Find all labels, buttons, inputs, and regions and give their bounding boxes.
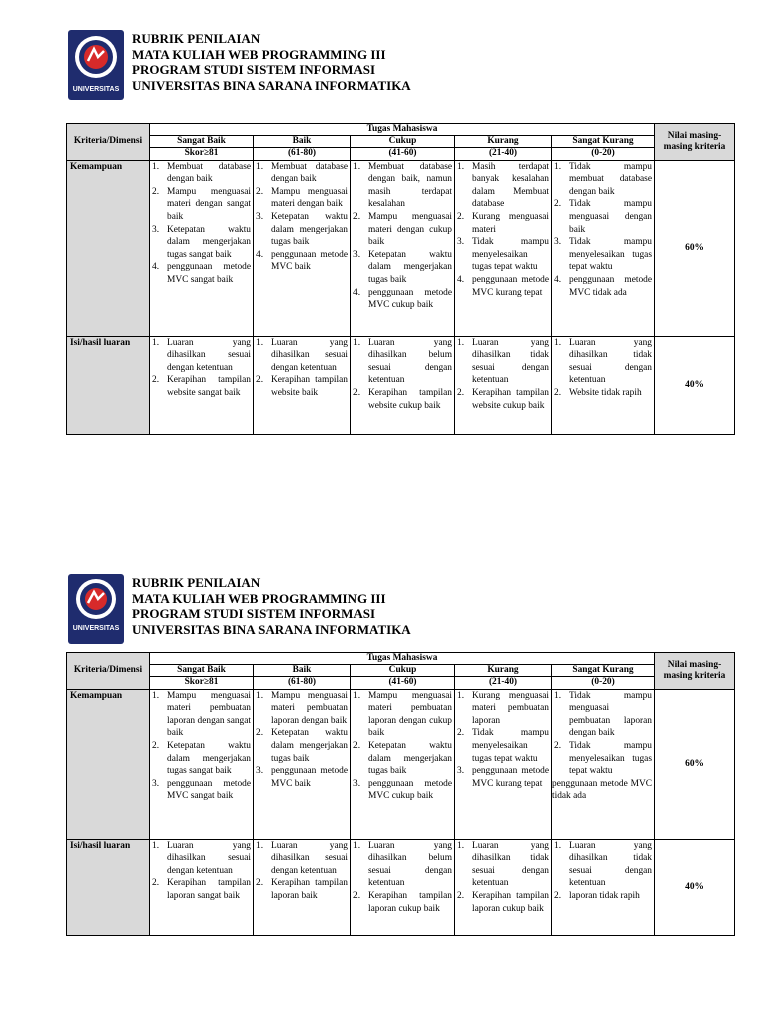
rubric-item-number: 1. — [256, 337, 264, 348]
rubric-item-text: Kerapihan tampilan website cukup baik — [472, 387, 549, 411]
rubric-item — [554, 740, 652, 778]
rubric-item — [152, 261, 251, 286]
rubric-item-text: Ketepatan waktu dalam mengerjakan tugas sangat baik — [167, 224, 251, 260]
rubric-item-text: penggunaan metode MVC cukup baik — [368, 287, 452, 311]
rubric-item-text: Mampu menguasai materi dengan sangat baik — [167, 186, 251, 222]
rubric-item-number: 3. — [457, 766, 465, 777]
rubric-item-text: Tidak mampu menyelesaikan tugas tepat waktu — [472, 237, 549, 273]
rubric-item-text: Luaran yang dihasilkan tidak sesuai dengan ketentuan — [569, 840, 652, 889]
rubric-item — [554, 161, 652, 199]
rubric-item — [353, 740, 452, 778]
rubric-item-number: 4. — [353, 287, 361, 298]
rubric-item-number: 2. — [457, 211, 465, 222]
rubric-table — [66, 652, 735, 936]
rubric-item-text: penggunaan metode MVC baik — [271, 249, 348, 273]
rubric-item-text: penggunaan metode MVC cukup baik — [368, 778, 452, 802]
rubric-item-text: Membuat database dengan baik — [167, 161, 251, 185]
rubric-item — [353, 778, 452, 803]
rubric-item — [152, 778, 251, 803]
rubric-item — [457, 765, 549, 790]
nilai-value: 40% — [655, 839, 735, 935]
heading-line: PROGRAM STUDI SISTEM INFORMASI — [132, 606, 376, 621]
rubric-item-text: Membuat database dengan baik, namun masih terdapat kesalahan — [368, 161, 452, 210]
rubric-item-number: 3. — [152, 778, 160, 789]
rubric-item-text: Luaran yang dihasilkan sesuai dengan ketentuan — [167, 840, 251, 876]
rubric-item — [353, 211, 452, 249]
rubric-section-1 — [66, 30, 734, 411]
rubric-cell — [351, 839, 455, 935]
level-name: Sangat Baik — [150, 136, 254, 148]
rubric-item-number: 3. — [256, 211, 264, 222]
criteria-header: Kriteria/Dimensi — [67, 653, 150, 690]
rubric-item — [457, 337, 549, 387]
rubric-cell — [455, 160, 552, 336]
rubric-item-text: Tidak mampu membuat database dengan baik — [569, 161, 652, 197]
rubric-cell — [351, 160, 455, 336]
rubric-cell — [254, 839, 351, 935]
rubric-item-number: 3. — [353, 249, 361, 260]
rubric-item-text: Ketepatan waktu dalam mengerjakan tugas sangat baik — [167, 740, 251, 777]
rubric-cell — [351, 689, 455, 839]
rubric-cell — [552, 839, 655, 935]
rubric-item-number: 1. — [256, 690, 264, 701]
heading-line: MATA KULIAH WEB PROGRAMMING III — [132, 46, 386, 62]
nilai-value: 60% — [655, 689, 735, 839]
rubric-item-text: penggunaan metode MVC tidak ada — [569, 274, 652, 298]
rubric-item — [353, 337, 452, 387]
rubric-item-number: 1. — [554, 690, 562, 701]
rubric-item-number: 1. — [457, 337, 465, 348]
rubric-item-text: Kerapihan tampilan laporan cukup baik — [368, 890, 452, 914]
rubric-item-number: 2. — [152, 375, 160, 386]
rubric-item-number: 2. — [554, 740, 562, 751]
rubric-item-text: penggunaan metode MVC sangat baik — [167, 778, 251, 802]
rubric-item — [256, 337, 348, 375]
nilai-header: Nilai masing-masing kriteria — [655, 653, 735, 690]
rubric-item-text: Website tidak rapih — [569, 387, 642, 398]
rubric-item — [353, 890, 452, 915]
rubric-item-text: Mampu menguasai materi pembuatan laporan dengan baik — [271, 690, 348, 726]
rubric-cell — [150, 336, 254, 434]
rubric-cell — [254, 336, 351, 434]
level-range: Skor≥81 — [150, 677, 254, 689]
logo-caption: UNIVERSITAS — [72, 86, 120, 93]
heading-line: UNIVERSITAS BINA SARANA INFORMATIKA — [132, 77, 411, 93]
rubric-cell — [254, 160, 351, 336]
document-heading — [132, 31, 411, 93]
rubric-item — [353, 249, 452, 287]
rubric-cell — [552, 689, 655, 839]
rubric-item — [256, 727, 348, 765]
rubric-item — [256, 840, 348, 878]
rubric-item-number: 2. — [457, 728, 465, 739]
rubric-cell — [254, 689, 351, 839]
rubric-item — [152, 337, 251, 375]
level-range: (21-40) — [455, 677, 552, 689]
rubric-item — [457, 387, 549, 412]
criteria-label: Isi/hasil luaran — [67, 336, 150, 434]
heading-line: UNIVERSITAS BINA SARANA INFORMATIKA — [132, 621, 411, 637]
rubric-item-number: 2. — [152, 878, 160, 889]
nilai-value: 60% — [655, 160, 735, 336]
rubric-item-number: 1. — [256, 840, 264, 851]
rubric-item-text: penggunaan metode MVC tidak ada — [552, 778, 652, 802]
rubric-item-number: 1. — [353, 337, 361, 348]
university-logo — [68, 30, 124, 100]
criteria-label: Kemampuan — [67, 689, 150, 839]
rubric-item-text: laporan tidak rapih — [569, 890, 640, 901]
rubric-item — [457, 274, 549, 299]
rubric-item-text: Tidak mampu menyelesaikan tugas tepat waktu — [569, 237, 652, 273]
level-name: Cukup — [351, 665, 455, 677]
rubric-item-text: Luaran yang dihasilkan tidak sesuai dengan ketentuan — [569, 337, 652, 386]
rubric-item-number: 3. — [457, 237, 465, 248]
rubric-item-number: 2. — [457, 890, 465, 901]
rubric-item-number: 1. — [457, 690, 465, 701]
rubric-item-number: 2. — [256, 728, 264, 739]
rubric-item-number: 1. — [353, 840, 361, 851]
rubric-item — [457, 211, 549, 236]
rubric-item-number: 4. — [256, 249, 264, 260]
level-name: Kurang — [455, 665, 552, 677]
rubric-item-number: 2. — [152, 186, 160, 197]
rubric-item — [457, 161, 549, 211]
rubric-item — [152, 690, 251, 740]
rubric-item — [256, 877, 348, 902]
level-range: (0-20) — [552, 677, 655, 689]
level-name: Sangat Kurang — [552, 136, 655, 148]
group-header: Tugas Mahasiswa — [150, 124, 655, 136]
criteria-label: Kemampuan — [67, 160, 150, 336]
level-range: Skor≥81 — [150, 148, 254, 160]
criteria-header: Kriteria/Dimensi — [67, 124, 150, 161]
rubric-item-text: Mampu menguasai materi dengan baik — [271, 186, 348, 210]
rubric-item-text: penggunaan metode MVC kurang tepat — [472, 274, 549, 298]
rubric-item — [256, 765, 348, 790]
rubric-table — [66, 123, 735, 435]
rubric-item — [554, 840, 652, 890]
rubric-item-text: Kerapihan tampilan laporan cukup baik — [472, 890, 549, 914]
level-range: (61-80) — [254, 677, 351, 689]
heading-line: PROGRAM STUDI SISTEM INFORMASI — [132, 62, 376, 77]
rubric-item-number: 1. — [353, 690, 361, 701]
rubric-cell — [351, 336, 455, 434]
level-name: Kurang — [455, 136, 552, 148]
rubric-item-number: 2. — [554, 199, 562, 210]
rubric-item — [256, 249, 348, 274]
rubric-cell — [552, 160, 655, 336]
rubric-cell — [455, 839, 552, 935]
rubric-item — [554, 387, 652, 400]
rubric-item-text: Ketepatan waktu dalam mengerjakan tugas baik — [368, 249, 452, 285]
rubric-item-number: 1. — [353, 161, 361, 172]
rubric-item-number: 1. — [256, 161, 264, 172]
rubric-item-text: Ketepatan waktu dalam mengerjakan tugas baik — [368, 740, 452, 777]
level-name: Sangat Kurang — [552, 665, 655, 677]
rubric-item-text: Luaran yang dihasilkan belum sesuai dengan ketentuan — [368, 337, 452, 386]
rubric-item — [152, 224, 251, 262]
nilai-header: Nilai masing-masing kriteria — [655, 124, 735, 161]
rubric-item — [256, 374, 348, 399]
rubric-cell — [150, 689, 254, 839]
rubric-item-number: 1. — [152, 690, 160, 701]
rubric-item-text: Kurang menguasai materi — [472, 211, 549, 235]
rubric-item — [256, 186, 348, 211]
rubric-item — [554, 198, 652, 236]
rubric-item-number: 1. — [554, 840, 562, 851]
rubric-item-text: Luaran yang dihasilkan belum sesuai dengan ketentuan — [368, 840, 452, 889]
heading-line: RUBRIK PENILAIAN — [132, 31, 261, 46]
rubric-item — [353, 387, 452, 412]
rubric-item — [152, 740, 251, 778]
level-name: Sangat Baik — [150, 665, 254, 677]
rubric-item-number: 2. — [353, 740, 361, 751]
rubric-item — [152, 840, 251, 878]
rubric-item-number: 2. — [152, 740, 160, 751]
rubric-item — [554, 890, 652, 903]
rubric-item-number: 1. — [457, 840, 465, 851]
rubric-item — [457, 727, 549, 765]
rubric-item-text: Membuat database dengan baik — [271, 161, 348, 185]
rubric-item — [152, 877, 251, 902]
rubric-item — [353, 840, 452, 890]
rubric-item — [554, 690, 652, 740]
document-heading — [132, 575, 411, 637]
rubric-cell — [150, 839, 254, 935]
rubric-item-number: 2. — [457, 387, 465, 398]
rubric-item-text: Luaran yang dihasilkan sesuai dengan ketentuan — [271, 840, 348, 876]
rubric-item-number: 4. — [554, 274, 562, 285]
level-range: (61-80) — [254, 148, 351, 160]
rubric-header — [66, 30, 734, 96]
rubric-item-number: 1. — [554, 337, 562, 348]
heading-line: MATA KULIAH WEB PROGRAMMING III — [132, 590, 386, 606]
rubric-item-number: 4. — [457, 274, 465, 285]
rubric-item — [256, 211, 348, 249]
university-logo — [68, 574, 124, 644]
rubric-item-number: 1. — [152, 840, 160, 851]
rubric-item-text: Tidak mampu menyelesaikan tugas tepat waktu — [569, 740, 652, 777]
level-range: (21-40) — [455, 148, 552, 160]
rubric-item-text: Luaran yang dihasilkan tidak sesuai dengan ketentuan — [472, 337, 549, 386]
rubric-cell — [552, 336, 655, 434]
rubric-item-number: 3. — [256, 766, 264, 777]
rubric-item-text: Kerapihan tampilan website cukup baik — [368, 387, 452, 411]
logo-caption: UNIVERSITAS — [72, 625, 120, 632]
rubric-item-text: Tidak mampu menyelesaikan tugas tepat waktu — [472, 728, 549, 764]
rubric-item-text: Luaran yang dihasilkan sesuai dengan ketentuan — [271, 337, 348, 373]
rubric-item-number: 2. — [256, 375, 264, 386]
rubric-cell — [150, 160, 254, 336]
rubric-item-text: Kerapihan tampilan laporan sangat baik — [167, 878, 251, 901]
rubric-cell — [455, 689, 552, 839]
level-name: Cukup — [351, 136, 455, 148]
level-name: Baik — [254, 136, 351, 148]
rubric-item-text: Masih terdapat banyak kesalahan dalam Membuat database — [472, 161, 549, 210]
group-header: Tugas Mahasiswa — [150, 653, 655, 665]
rubric-item-text: Kerapihan tampilan website sangat baik — [167, 375, 251, 398]
rubric-section-2 — [66, 574, 734, 914]
rubric-header — [66, 574, 734, 640]
rubric-item-number: 2. — [353, 387, 361, 398]
rubric-item — [152, 161, 251, 186]
rubric-item — [457, 236, 549, 274]
rubric-item-number: 3. — [554, 237, 562, 248]
rubric-item-number: 2. — [554, 890, 562, 901]
rubric-item-text: Tidak mampu menguasai dengan baik — [569, 199, 652, 235]
rubric-item — [256, 690, 348, 728]
rubric-item-number: 1. — [152, 161, 160, 172]
rubric-item — [457, 840, 549, 890]
rubric-item-number: 2. — [256, 186, 264, 197]
heading-line: RUBRIK PENILAIAN — [132, 575, 261, 590]
rubric-item-text: Ketepatan waktu dalam mengerjakan tugas baik — [271, 728, 348, 764]
rubric-item-text: penggunaan metode MVC kurang tepat — [472, 766, 549, 789]
rubric-item-text: penggunaan metode MVC baik — [271, 766, 348, 789]
level-range: (0-20) — [552, 148, 655, 160]
rubric-item-text: Mampu menguasai materi dengan cukup baik — [368, 211, 452, 248]
rubric-item-number: 2. — [353, 211, 361, 222]
criteria-label: Isi/hasil luaran — [67, 839, 150, 935]
rubric-item-text: Tidak mampu menguasai pembuatan laporan dengan baik — [569, 690, 652, 739]
rubric-item-number: 4. — [152, 262, 160, 273]
rubric-item-text: Kerapihan tampilan laporan baik — [271, 878, 348, 901]
nilai-value: 40% — [655, 336, 735, 434]
rubric-item-number: 2. — [256, 878, 264, 889]
rubric-item-text: penggunaan metode MVC sangat baik — [167, 262, 251, 285]
level-name: Baik — [254, 665, 351, 677]
rubric-item — [457, 690, 549, 728]
rubric-item — [554, 337, 652, 387]
rubric-item — [152, 374, 251, 399]
rubric-item-text: Kurang menguasai materi pembuatan laporan — [472, 690, 549, 726]
rubric-item-number: 1. — [457, 161, 465, 172]
rubric-item — [353, 161, 452, 211]
rubric-item-text: Mampu menguasai materi pembuatan laporan dengan cukup baik — [368, 690, 452, 739]
rubric-item-text: Ketepatan waktu dalam mengerjakan tugas baik — [271, 211, 348, 248]
rubric-item — [554, 236, 652, 274]
rubric-item-text: Kerapihan tampilan website baik — [271, 375, 348, 398]
rubric-item — [552, 778, 652, 803]
rubric-item-number: 3. — [152, 224, 160, 235]
rubric-item-text: Luaran yang dihasilkan tidak sesuai dengan ketentuan — [472, 840, 549, 889]
rubric-item-number: 3. — [353, 778, 361, 789]
level-range: (41-60) — [351, 677, 455, 689]
rubric-item-number: 1. — [152, 337, 160, 348]
rubric-item-text: Mampu menguasai materi pembuatan laporan dengan sangat baik — [167, 690, 251, 739]
rubric-item — [152, 186, 251, 224]
rubric-cell — [455, 336, 552, 434]
rubric-item — [457, 890, 549, 915]
rubric-item-text: Luaran yang dihasilkan sesuai dengan ketentuan — [167, 337, 251, 373]
rubric-item-number: 1. — [554, 161, 562, 172]
rubric-item-number: 2. — [554, 387, 562, 398]
rubric-item — [256, 161, 348, 186]
level-range: (41-60) — [351, 148, 455, 160]
rubric-item — [353, 690, 452, 740]
rubric-item — [554, 274, 652, 299]
rubric-item-number: 2. — [353, 890, 361, 901]
rubric-item — [353, 287, 452, 312]
